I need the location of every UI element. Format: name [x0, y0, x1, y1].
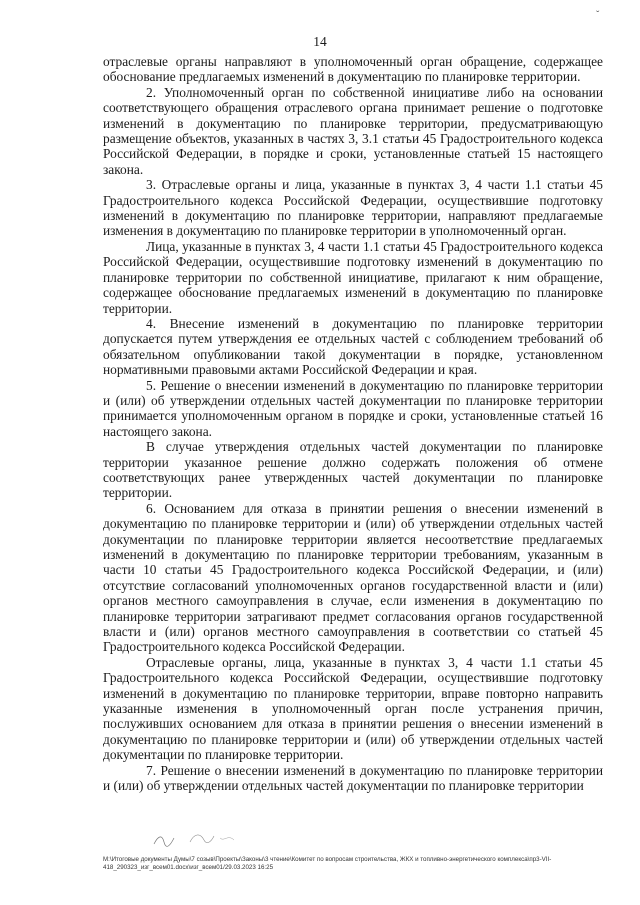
page-number: 14: [313, 34, 327, 49]
scan-artifact: ˇ: [596, 10, 600, 21]
paragraph-item-3: 3. Отраслевые органы и лица, указанные в пунктах 3, 4 части 1.1 статьи 45 Градостроительного кодекса Российской Федерации, осуществившие подготовку изменений в документацию по планировке территории, направляют предлагаемые изменения в документацию по планировке территории в уполномоченный орган.: [103, 177, 603, 239]
paragraph-item-3-persons: Лица, указанные в пунктах 3, 4 части 1.1 статьи 45 Градостроительного кодекса Российской Федерации, осуществившие подготовку изменений в документацию по планировке территории по собственной инициативе, прилагают к ним обращение, содержащее обоснование предлагаемых изменений в документацию по планировке территории.: [103, 238, 603, 316]
paragraph-item-7: 7. Решение о внесении изменений в документацию по планировке территории и (или) об утверждении отдельных частей документации по планировке территории: [103, 762, 603, 794]
footer-file-path: М:\Итоговые документы Думы\7 созыв\Проекты\Законы\3 чтение\Комитет по вопросам строительства, ЖКХ и топливно-энергетического комплекса\пр3-VII-418_290323_изг_всем01.docx\изг_всем01/29.03.2023 16:25: [103, 856, 552, 871]
paragraph-item-2: 2. Уполномоченный орган по собственной инициативе либо на основании соответствующего обращения отраслевого органа принимает решение о подготовке изменений в документацию по планировке территории, предусматривающую размещение объектов, указанных в частях 3, 3.1 статьи 45 Градостроительного кодекса Российской Федерации, в порядке и сроки, установленные статьей 15 настоящего закона.: [103, 84, 603, 177]
paragraph-continuation: отраслевые органы направляют в уполномоченный орган обращение, содержащее обоснование предлагаемых изменений в документацию по планировке территории.: [103, 54, 603, 85]
paragraph-item-6-resubmit: Отраслевые органы, лица, указанные в пунктах 3, 4 части 1.1 статьи 45 Градостроительного кодекса Российской Федерации, осуществившие подготовку изменений в документацию по планировке территории, вправе повторно направить указанные изменения в уполномоченный орган после устранения причин, послуживших основанием для отказа в принятии решения о внесении изменений в документацию по планировке территории и (или) об утверждении отдельных частей документации по планировке территории.: [103, 654, 603, 763]
signature-mark: [150, 828, 260, 850]
document-body: [103, 54, 603, 794]
paragraph-item-4: 4. Внесение изменений в документацию по планировке территории допускается путем утверждения ее отдельных частей с соблюдением требований об обязательном опубликовании такой документации в порядке, установленном нормативными правовыми актами Российской Федерации и края.: [103, 315, 603, 378]
paragraph-item-5-partial: В случае утверждения отдельных частей документации по планировке территории указанное решение должно содержать положения об отмене соответствующих ранее утвержденных частей документации по планировке территории.: [103, 439, 603, 501]
paragraph-item-6: 6. Основанием для отказа в принятии решения о внесении изменений в документацию по планировке территории и (или) об утверждении отдельных частей документации по планировке территории является несоответствие предлагаемых изменений в документацию по планировке территории требованиям, указанным в части 10 статьи 45 Градостроительного кодекса Российской Федерации, и (или) отсутствие согласований уполномоченных органов государственной власти и (или) органов местного самоуправления в случае, если изменения в документацию по планировке территории затрагивают предмет согласования органов государственной власти и (или) органов местного самоуправления в соответствии со статьей 45 Градостроительного кодекса Российской Федерации.: [103, 500, 603, 655]
paragraph-item-5: 5. Решение о внесении изменений в документацию по планировке территории и (или) об утверждении отдельных частей документации по планировке территории принимается уполномоченным органом в порядке и сроки, установленные статьей 16 настоящего закона.: [103, 377, 603, 439]
